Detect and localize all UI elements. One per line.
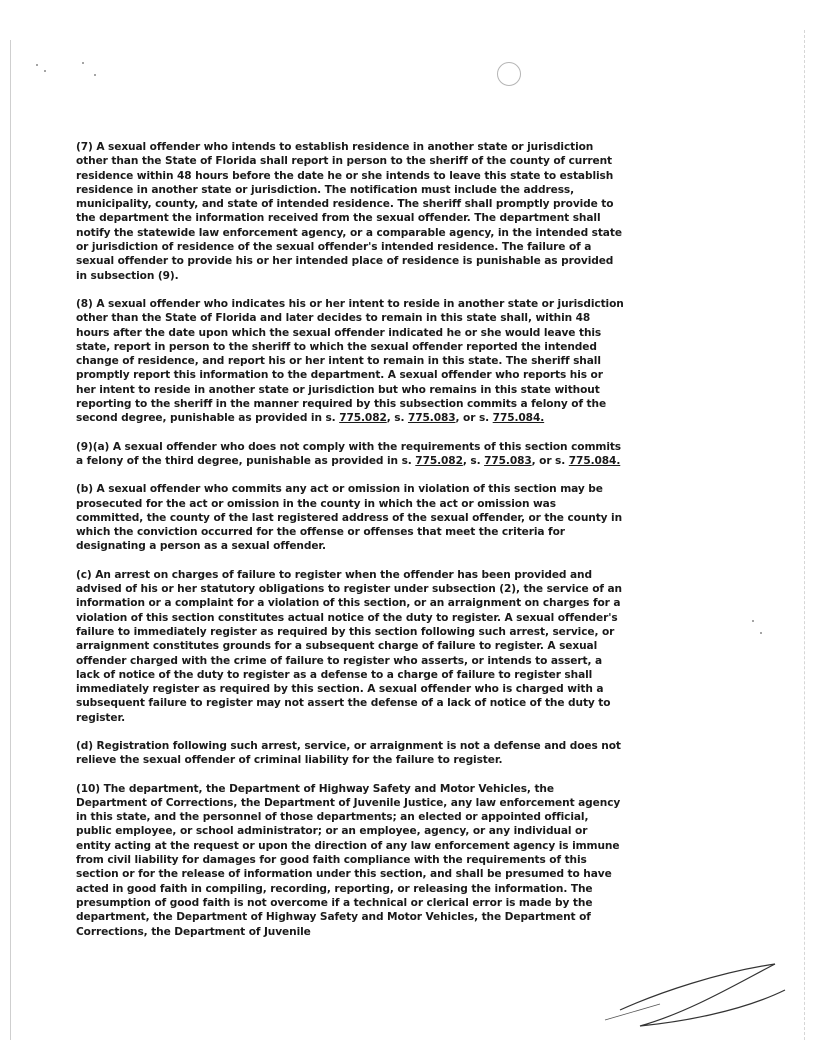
paragraph-9c: (c) An arrest on charges of failure to register when the offender has been provided and advised of his or her statutory obligations to register under subsection (2), the service of an information or a complaint for a violation of this section, or an arraignment on charges for a violation of this section constitutes actual notice of the duty to register. A sexual offender's failure to immediately register as required by this section following such arrest, service, or arraignment constitutes grounds for a subsequent charge of failure to register. A sexual offender charged with the crime of failure to register who asserts, or intends to assert, a lack of notice of the duty to register as a defense to a charge of failure to register shall immediately register as required by this section. A sexual offender who is charged with a subsequent failure to register may not assert the defense of a lack of notice of the duty to register.	[76, 568, 622, 724]
statute-link-775-083[interactable]: 775.083	[407, 412, 456, 425]
scan-speckle	[752, 620, 754, 622]
link-separator: , s.	[386, 412, 408, 425]
paragraph-9d: (d) Registration following such arrest, service, or arraignment is not a defense and does not relieve the sexual offender of criminal liability for the failure to register.	[76, 739, 621, 767]
paragraph-9a	[76, 440, 624, 469]
scan-speckle	[760, 632, 762, 634]
statute-link-775-084[interactable]: 775.084.	[492, 412, 545, 425]
statute-document	[76, 140, 624, 953]
statute-link-775-082[interactable]: 775.082	[415, 454, 463, 467]
statute-link-775-084[interactable]: 775.084.	[568, 454, 621, 467]
scan-speckle	[44, 70, 46, 72]
paragraph-9b: (b) A sexual offender who commits any act or omission in violation of this section may be prosecuted for the act or omission in the county in which the act or omission was committed, the county of the last registered address of the sexual offender, or the county in which the conviction occurred for the offense or offenses that meet the criteria for designating a person as a sexual offender.	[76, 483, 623, 553]
scan-speckle	[82, 62, 84, 64]
handwritten-signature	[600, 952, 790, 1032]
paragraph-8	[76, 297, 624, 426]
scan-edge-right	[802, 30, 805, 1040]
scan-speckle	[36, 64, 38, 66]
link-separator: , or s.	[531, 454, 569, 467]
link-separator: , or s.	[455, 412, 493, 425]
scan-speckle	[94, 74, 96, 76]
link-separator: , s.	[462, 454, 485, 467]
paragraph-8-text: (8) A sexual offender who indicates his or her intent to reside in another state or jurisdiction other than the State of Florida and later decides to remain in this state shall, within 48 hours after the date upon which the sexual offender indicated he or she would leave this state, report in person to the sheriff to which the sexual offender reported the intended change of residence, and report his or her intent to remain in this state. The sheriff shall promptly report this information to the department. A sexual offender who reports his or her intent to reside in another state or jurisdiction but who remains in this state without reporting to the sheriff in the manner required by this subsection commits a felony of the second degree, punishable as provided in s.	[76, 297, 624, 425]
paragraph-10: (10) The department, the Department of Highway Safety and Motor Vehicles, the Department of Corrections, the Department of Juvenile Justice, any law enforcement agency in this state, and the personnel of those departments; an elected or appointed official, public employee, or school administrator; or an employee, agency, or any individual or entity acting at the request or upon the direction of any law enforcement agency is immune from civil liability for damages for good faith compliance with the requirements of this section or for the release of information under this section, and shall be presumed to have acted in good faith in compiling, recording, reporting, or releasing the information. The presumption of good faith is not overcome if a technical or clerical error is made by the department, the Department of Highway Safety and Motor Vehicles, the Department of Corrections, the Department of Juvenile	[76, 782, 621, 938]
paragraph-9a-text: (9)(a) A sexual offender who does not comply with the requirements of this section commits a felony of the third degree, punishable as provided in s.	[76, 440, 622, 467]
statute-link-775-082[interactable]: 775.082	[339, 412, 387, 425]
statute-link-775-083[interactable]: 775.083	[484, 454, 532, 467]
scan-edge-left	[10, 40, 14, 1040]
punch-hole-mark	[497, 62, 521, 86]
paragraph-7: (7) A sexual offender who intends to establish residence in another state or jurisdiction other than the State of Florida shall report in person to the sheriff of the county of current residence within 48 hours before the date he or she intends to leave this state to establish residence in another state or jurisdiction. The notification must include the address, municipality, county, and state of intended residence. The sheriff shall promptly provide to the department the information received from the sexual offender. The department shall notify the statewide law enforcement agency, or a comparable agency, in the intended state or jurisdiction of residence of the sexual offender's intended residence. The failure of a sexual offender to provide his or her intended place of residence is punishable as provided in subsection (9).	[76, 141, 622, 282]
